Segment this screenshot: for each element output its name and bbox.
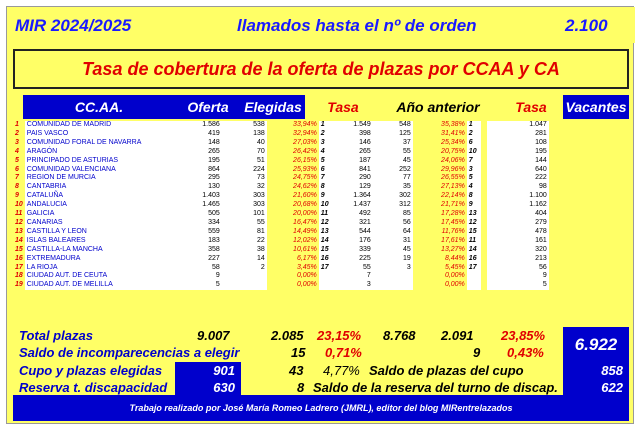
col-tasa-anterior: Tasa bbox=[515, 99, 547, 115]
elegidas-cell: 101 bbox=[222, 210, 267, 219]
title-bar bbox=[7, 7, 635, 43]
total-tasa: 23,15% bbox=[317, 328, 362, 343]
tasa-cell: 12,02% bbox=[267, 237, 319, 246]
table-row bbox=[13, 237, 549, 246]
elegidas-prev-cell: 19 bbox=[373, 255, 413, 264]
tasa-cell: 0,00% bbox=[267, 281, 319, 290]
oferta-cell: 559 bbox=[177, 228, 222, 237]
oferta-cell: 295 bbox=[177, 174, 222, 183]
credits-text: Trabajo realizado por José María Romeo Ladrero (JMRL), editor del blog MIRentrelazados bbox=[129, 403, 513, 413]
tasa-prev-cell: 24,06% bbox=[413, 157, 467, 166]
elegidas-prev-cell: 35 bbox=[373, 183, 413, 192]
rank-cell: 14 bbox=[319, 237, 333, 246]
rank-prev-cell: 2 bbox=[467, 130, 481, 139]
ccaa-name: PRINCIPADO DE ASTURIAS bbox=[25, 157, 177, 166]
vacantes-cell: 320 bbox=[487, 246, 549, 255]
elegidas-prev-cell: 45 bbox=[373, 157, 413, 166]
vacantes-cell: 144 bbox=[487, 157, 549, 166]
table-row bbox=[13, 246, 549, 255]
row-index: 13 bbox=[15, 227, 23, 235]
rank-cell: 7 bbox=[319, 174, 333, 183]
row-index: 10 bbox=[15, 201, 23, 209]
cupo-saldo-value: 858 bbox=[563, 362, 629, 379]
elegidas-cell bbox=[222, 281, 267, 290]
col-elegidas: Elegidas bbox=[241, 95, 305, 119]
elegidas-prev-cell: 312 bbox=[373, 201, 413, 210]
oferta-prev-cell: 492 bbox=[333, 210, 373, 219]
cupo-pct: 4,77% bbox=[323, 363, 360, 378]
tasa-cell: 25,93% bbox=[267, 166, 319, 175]
reserva-label: Reserva t. discapacidad bbox=[19, 380, 168, 395]
oferta-cell: 358 bbox=[177, 246, 222, 255]
rank-cell: 12 bbox=[319, 219, 333, 228]
table-row bbox=[13, 228, 549, 237]
tasa-prev-cell: 27,13% bbox=[413, 183, 467, 192]
tasa-prev-cell: 11,76% bbox=[413, 228, 467, 237]
table-row bbox=[13, 166, 549, 175]
total-vacantes: 6.922 bbox=[563, 327, 629, 363]
elegidas-cell: 303 bbox=[222, 192, 267, 201]
ccaa-name: ANDALUCIA bbox=[25, 201, 177, 210]
reserva-elegidas: 8 bbox=[297, 380, 305, 395]
tasa-cell: 10,61% bbox=[267, 246, 319, 255]
elegidas-prev-cell: 85 bbox=[373, 210, 413, 219]
ccaa-name: ISLAS BALEARES bbox=[25, 237, 177, 246]
oferta-cell: 265 bbox=[177, 148, 222, 157]
oferta-prev-cell: 1.549 bbox=[333, 121, 373, 130]
cupo-value: 901 bbox=[175, 362, 241, 379]
elegidas-cell: 2 bbox=[222, 264, 267, 273]
col-oferta: Oferta bbox=[175, 95, 241, 119]
elegidas-cell: 70 bbox=[222, 148, 267, 157]
rank-prev-cell: 11 bbox=[467, 237, 481, 246]
col-tasa: Tasa bbox=[327, 99, 359, 115]
oferta-cell: 5 bbox=[177, 281, 222, 290]
oferta-cell: 58 bbox=[177, 264, 222, 273]
table-row bbox=[13, 255, 549, 264]
ccaa-name: CATALUÑA bbox=[25, 192, 177, 201]
rank-prev-cell: 4 bbox=[467, 183, 481, 192]
oferta-prev-cell: 290 bbox=[333, 174, 373, 183]
rank-cell: 8 bbox=[319, 183, 333, 192]
oferta-cell: 183 bbox=[177, 237, 222, 246]
row-index: 16 bbox=[15, 254, 23, 262]
rank-prev-cell: 6 bbox=[467, 139, 481, 148]
elegidas-prev-cell bbox=[373, 272, 413, 281]
ccaa-name: ARAGÓN bbox=[25, 148, 177, 157]
elegidas-cell: 22 bbox=[222, 237, 267, 246]
banner-text: Tasa de cobertura de la oferta de plazas por CCAA y CA bbox=[82, 58, 560, 79]
elegidas-prev-cell: 302 bbox=[373, 192, 413, 201]
vacantes-cell: 108 bbox=[487, 139, 549, 148]
tasa-cell: 21,60% bbox=[267, 192, 319, 201]
col-anio-anterior: Año anterior bbox=[396, 99, 480, 115]
table-row bbox=[13, 130, 549, 139]
table-row bbox=[13, 148, 549, 157]
elegidas-prev-cell: 45 bbox=[373, 246, 413, 255]
oferta-prev-cell: 841 bbox=[333, 166, 373, 175]
ccaa-name: CASTILLA Y LEON bbox=[25, 228, 177, 237]
vacantes-cell: 640 bbox=[487, 166, 549, 175]
rank-prev-cell: 1 bbox=[467, 121, 481, 130]
table-row bbox=[13, 121, 549, 130]
row-index: 5 bbox=[15, 156, 19, 164]
table-row bbox=[13, 139, 549, 148]
tasa-prev-cell: 0,00% bbox=[413, 281, 467, 290]
elegidas-cell: 38 bbox=[222, 246, 267, 255]
row-index: 19 bbox=[15, 281, 23, 289]
elegidas-cell: 40 bbox=[222, 139, 267, 148]
vacantes-cell: 1.100 bbox=[487, 192, 549, 201]
tasa-cell: 24,62% bbox=[267, 183, 319, 192]
credits-footer bbox=[13, 395, 629, 421]
oferta-prev-cell: 398 bbox=[333, 130, 373, 139]
tasa-cell: 20,00% bbox=[267, 210, 319, 219]
vacantes-cell: 195 bbox=[487, 148, 549, 157]
rank-cell: 6 bbox=[319, 166, 333, 175]
rank-cell: 16 bbox=[319, 255, 333, 264]
tasa-cell: 32,94% bbox=[267, 130, 319, 139]
elegidas-cell: 303 bbox=[222, 201, 267, 210]
oferta-prev-cell: 1.437 bbox=[333, 201, 373, 210]
tasa-cell: 6,17% bbox=[267, 255, 319, 264]
total-oferta: 9.007 bbox=[197, 328, 230, 343]
vacantes-cell: 5 bbox=[487, 281, 549, 290]
ccaa-name: LA RIOJA bbox=[25, 264, 177, 273]
ccaa-name: REGION DE MURCIA bbox=[25, 174, 177, 183]
tasa-prev-cell: 20,75% bbox=[413, 148, 467, 157]
table-row bbox=[13, 264, 549, 273]
oferta-cell: 334 bbox=[177, 219, 222, 228]
tasa-prev-cell: 17,45% bbox=[413, 219, 467, 228]
table-row bbox=[13, 201, 549, 210]
rank-prev-cell: 8 bbox=[467, 192, 481, 201]
table-row bbox=[13, 272, 549, 281]
elegidas-cell: 138 bbox=[222, 130, 267, 139]
rank-cell bbox=[319, 272, 333, 281]
rank-prev-cell: 15 bbox=[467, 228, 481, 237]
saldo-value-prev: 9 bbox=[473, 345, 481, 360]
oferta-cell: 1.465 bbox=[177, 201, 222, 210]
table-row bbox=[13, 174, 549, 183]
tasa-cell: 14,49% bbox=[267, 228, 319, 237]
rank-prev-cell: 16 bbox=[467, 255, 481, 264]
cupo-elegidas: 43 bbox=[289, 363, 304, 378]
row-index: 18 bbox=[15, 272, 23, 280]
oferta-cell: 505 bbox=[177, 210, 222, 219]
row-index: 12 bbox=[15, 218, 23, 226]
oferta-cell: 864 bbox=[177, 166, 222, 175]
tasa-prev-cell: 8,44% bbox=[413, 255, 467, 264]
total-oferta-prev: 8.768 bbox=[383, 328, 416, 343]
ccaa-name: PAIS VASCO bbox=[25, 130, 177, 139]
ccaa-name: CASTILLA-LA MANCHA bbox=[25, 246, 177, 255]
tasa-cell: 24,75% bbox=[267, 174, 319, 183]
oferta-prev-cell: 339 bbox=[333, 246, 373, 255]
elegidas-prev-cell: 31 bbox=[373, 237, 413, 246]
rank-prev-cell: 9 bbox=[467, 201, 481, 210]
tasa-prev-cell: 0,00% bbox=[413, 272, 467, 281]
rank-cell: 11 bbox=[319, 210, 333, 219]
elegidas-prev-cell: 252 bbox=[373, 166, 413, 175]
oferta-prev-cell: 129 bbox=[333, 183, 373, 192]
ccaa-name: GALICIA bbox=[25, 210, 177, 219]
vacantes-cell: 98 bbox=[487, 183, 549, 192]
rank-cell: 3 bbox=[319, 139, 333, 148]
elegidas-prev-cell: 3 bbox=[373, 264, 413, 273]
rank-prev-cell: 12 bbox=[467, 219, 481, 228]
elegidas-cell: 224 bbox=[222, 166, 267, 175]
rank-prev-cell: 14 bbox=[467, 246, 481, 255]
row-index: 3 bbox=[15, 138, 19, 146]
cupo-saldo-label: Saldo de plazas del cupo bbox=[369, 363, 524, 378]
oferta-prev-cell: 321 bbox=[333, 219, 373, 228]
row-index: 2 bbox=[15, 129, 19, 137]
oferta-cell: 130 bbox=[177, 183, 222, 192]
row-index: 4 bbox=[15, 147, 19, 155]
vacantes-cell: 281 bbox=[487, 130, 549, 139]
rank-prev-cell bbox=[467, 281, 481, 290]
oferta-prev-cell: 1.364 bbox=[333, 192, 373, 201]
ccaa-name: COMUNIDAD DE MADRID bbox=[25, 121, 177, 130]
tasa-prev-cell: 13,27% bbox=[413, 246, 467, 255]
rank-prev-cell: 3 bbox=[467, 166, 481, 175]
ccaa-name: EXTREMADURA bbox=[25, 255, 177, 264]
rank-cell: 9 bbox=[319, 192, 333, 201]
elegidas-prev-cell bbox=[373, 281, 413, 290]
rank-cell: 5 bbox=[319, 157, 333, 166]
rank-prev-cell: 10 bbox=[467, 148, 481, 157]
tasa-prev-cell: 22,14% bbox=[413, 192, 467, 201]
vacantes-cell: 161 bbox=[487, 237, 549, 246]
tasa-prev-cell: 25,34% bbox=[413, 139, 467, 148]
reserva-saldo-label: Saldo de la reserva del turno de discap. bbox=[313, 380, 558, 395]
total-elegidas: 2.085 bbox=[271, 328, 304, 343]
exam-title: MIR 2024/2025 bbox=[15, 16, 132, 35]
ccaa-name: CIUDAD AUT. DE CEUTA bbox=[25, 272, 177, 281]
tasa-prev-cell: 26,55% bbox=[413, 174, 467, 183]
oferta-prev-cell: 3 bbox=[333, 281, 373, 290]
row-index: 15 bbox=[15, 245, 23, 253]
ccaa-name: CANARIAS bbox=[25, 219, 177, 228]
reserva-value: 630 bbox=[175, 379, 241, 395]
oferta-cell: 148 bbox=[177, 139, 222, 148]
oferta-prev-cell: 265 bbox=[333, 148, 373, 157]
ccaa-name: COMUNIDAD VALENCIANA bbox=[25, 166, 177, 175]
table-row bbox=[13, 219, 549, 228]
elegidas-prev-cell: 37 bbox=[373, 139, 413, 148]
oferta-cell: 1.586 bbox=[177, 121, 222, 130]
called-label: llamados hasta el nº de orden bbox=[237, 16, 477, 35]
rank-prev-cell: 17 bbox=[467, 264, 481, 273]
tasa-prev-cell: 35,38% bbox=[413, 121, 467, 130]
oferta-cell: 195 bbox=[177, 157, 222, 166]
ccaa-name: COMUNIDAD FORAL DE NAVARRA bbox=[25, 139, 177, 148]
rank-prev-cell: 7 bbox=[467, 157, 481, 166]
rank-prev-cell: 13 bbox=[467, 210, 481, 219]
rank-cell: 1 bbox=[319, 121, 333, 130]
elegidas-cell: 73 bbox=[222, 174, 267, 183]
ccaa-name: CANTABRIA bbox=[25, 183, 177, 192]
table-row bbox=[13, 281, 549, 290]
tasa-cell: 20,68% bbox=[267, 201, 319, 210]
tasa-cell: 33,94% bbox=[267, 121, 319, 130]
reserva-saldo-value: 622 bbox=[563, 379, 629, 395]
vacantes-cell: 213 bbox=[487, 255, 549, 264]
table-row bbox=[13, 157, 549, 166]
row-index: 8 bbox=[15, 183, 19, 191]
data-table bbox=[13, 121, 549, 290]
tasa-prev-cell: 29,96% bbox=[413, 166, 467, 175]
elegidas-prev-cell: 64 bbox=[373, 228, 413, 237]
vacantes-cell: 222 bbox=[487, 174, 549, 183]
total-label: Total plazas bbox=[19, 328, 93, 343]
row-index: 14 bbox=[15, 236, 23, 244]
table-row bbox=[13, 210, 549, 219]
elegidas-prev-cell: 55 bbox=[373, 148, 413, 157]
table-row bbox=[13, 183, 549, 192]
elegidas-cell: 538 bbox=[222, 121, 267, 130]
elegidas-cell bbox=[222, 272, 267, 281]
oferta-cell: 1.403 bbox=[177, 192, 222, 201]
elegidas-cell: 81 bbox=[222, 228, 267, 237]
rank-cell: 10 bbox=[319, 201, 333, 210]
vacantes-cell: 404 bbox=[487, 210, 549, 219]
elegidas-cell: 55 bbox=[222, 219, 267, 228]
oferta-cell: 419 bbox=[177, 130, 222, 139]
rank-prev-cell: 5 bbox=[467, 174, 481, 183]
tasa-cell: 27,03% bbox=[267, 139, 319, 148]
oferta-prev-cell: 187 bbox=[333, 157, 373, 166]
cupo-label: Cupo y plazas elegidas bbox=[19, 363, 163, 378]
vacantes-cell: 1.047 bbox=[487, 121, 549, 130]
ccaa-name: CIUDAD AUT. DE MELILLA bbox=[25, 281, 177, 290]
oferta-prev-cell: 225 bbox=[333, 255, 373, 264]
elegidas-prev-cell: 548 bbox=[373, 121, 413, 130]
table-row bbox=[13, 192, 549, 201]
rank-cell bbox=[319, 281, 333, 290]
vacantes-cell: 56 bbox=[487, 264, 549, 273]
vacantes-cell: 279 bbox=[487, 219, 549, 228]
tasa-cell: 0,00% bbox=[267, 272, 319, 281]
tasa-cell: 26,42% bbox=[267, 148, 319, 157]
oferta-cell: 9 bbox=[177, 272, 222, 281]
title-banner bbox=[13, 49, 629, 89]
col-vacantes: Vacantes bbox=[563, 95, 629, 119]
elegidas-prev-cell: 56 bbox=[373, 219, 413, 228]
rank-cell: 15 bbox=[319, 246, 333, 255]
vacantes-cell: 1.162 bbox=[487, 201, 549, 210]
spreadsheet bbox=[6, 6, 634, 424]
elegidas-cell: 51 bbox=[222, 157, 267, 166]
tasa-prev-cell: 5,45% bbox=[413, 264, 467, 273]
tasa-cell: 3,45% bbox=[267, 264, 319, 273]
total-tasa-prev: 23,85% bbox=[501, 328, 546, 343]
saldo-label: Saldo de incomparecencias a elegir bbox=[19, 345, 240, 360]
row-index: 11 bbox=[15, 210, 23, 218]
oferta-prev-cell: 146 bbox=[333, 139, 373, 148]
oferta-prev-cell: 544 bbox=[333, 228, 373, 237]
elegidas-cell: 32 bbox=[222, 183, 267, 192]
rank-cell: 13 bbox=[319, 228, 333, 237]
row-index: 7 bbox=[15, 174, 19, 182]
order-number: 2.100 bbox=[565, 16, 608, 35]
tasa-prev-cell: 17,28% bbox=[413, 210, 467, 219]
tasa-prev-cell: 31,41% bbox=[413, 130, 467, 139]
rank-cell: 2 bbox=[319, 130, 333, 139]
oferta-cell: 227 bbox=[177, 255, 222, 264]
rank-prev-cell bbox=[467, 272, 481, 281]
saldo-tasa-prev: 0,43% bbox=[507, 345, 544, 360]
rank-cell: 17 bbox=[319, 264, 333, 273]
tasa-cell: 26,15% bbox=[267, 157, 319, 166]
elegidas-prev-cell: 125 bbox=[373, 130, 413, 139]
tasa-prev-cell: 21,71% bbox=[413, 201, 467, 210]
tasa-prev-cell: 17,61% bbox=[413, 237, 467, 246]
row-index: 9 bbox=[15, 192, 19, 200]
total-elegidas-prev: 2.091 bbox=[441, 328, 474, 343]
oferta-prev-cell: 7 bbox=[333, 272, 373, 281]
row-index: 17 bbox=[15, 263, 23, 271]
saldo-tasa: 0,71% bbox=[325, 345, 362, 360]
rank-cell: 4 bbox=[319, 148, 333, 157]
vacantes-cell: 9 bbox=[487, 272, 549, 281]
col-ccaa: CC.AA. bbox=[23, 95, 175, 119]
saldo-value: 15 bbox=[291, 345, 306, 360]
elegidas-prev-cell: 77 bbox=[373, 174, 413, 183]
vacantes-cell: 478 bbox=[487, 228, 549, 237]
elegidas-cell: 14 bbox=[222, 255, 267, 264]
tasa-cell: 16,47% bbox=[267, 219, 319, 228]
oferta-prev-cell: 55 bbox=[333, 264, 373, 273]
table-body bbox=[13, 121, 549, 290]
row-index: 1 bbox=[15, 121, 19, 128]
oferta-prev-cell: 176 bbox=[333, 237, 373, 246]
row-index: 6 bbox=[15, 165, 19, 173]
